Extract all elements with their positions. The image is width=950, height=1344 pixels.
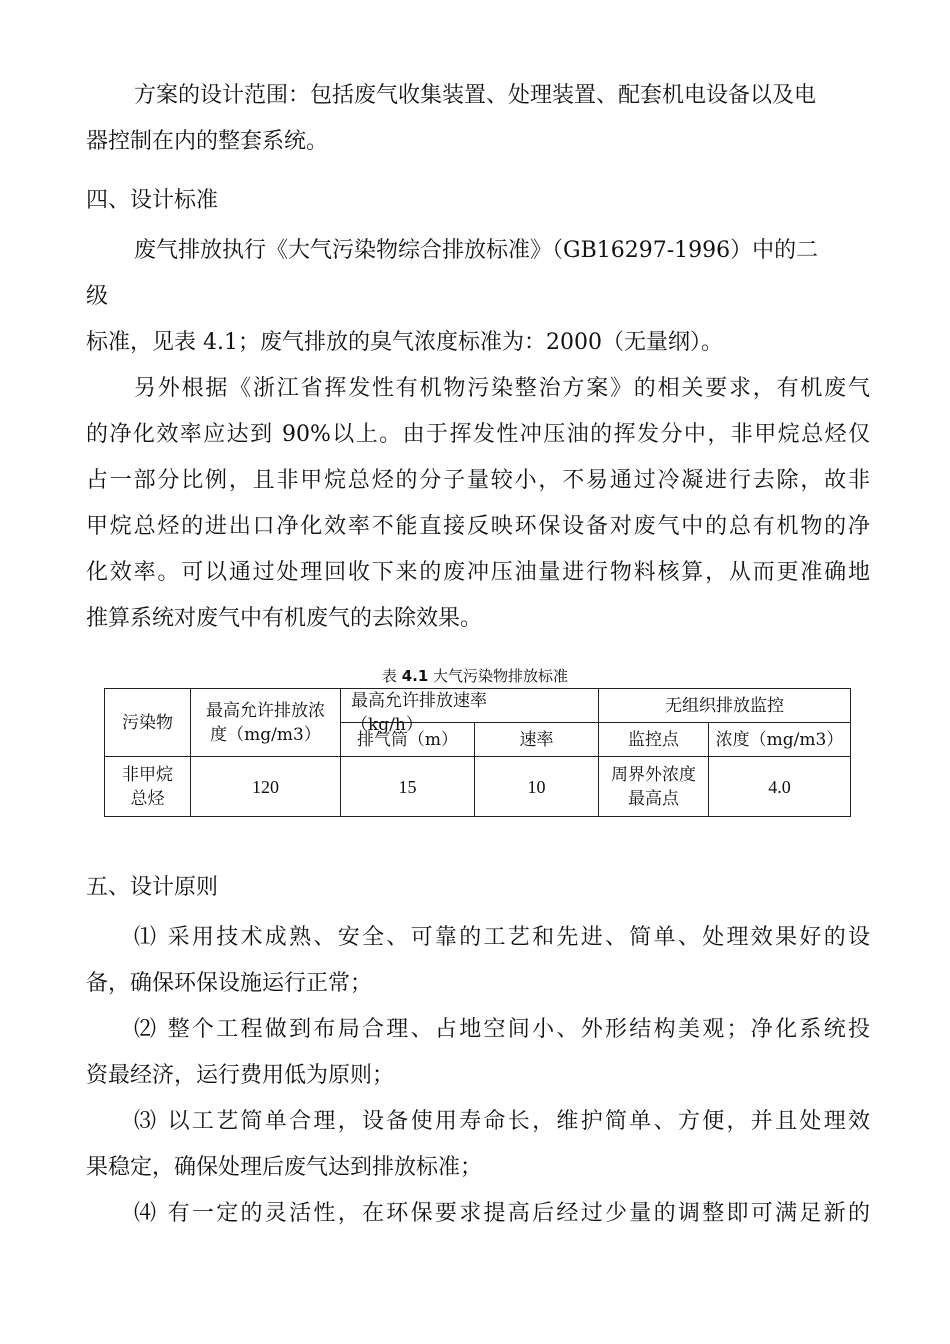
text-line: 的净化效率应达到 90%以上。由于挥发性冲压油的挥发分中，非甲烷总烃仅 <box>86 422 870 447</box>
list-item: ⑵ 整个工程做到布局合理、占地空间小、外形结构美观；净化系统投 <box>134 1017 870 1042</box>
header-rate: 速率 <box>475 723 599 757</box>
text-line: 另外根据《浙江省挥发性有机物污染整治方案》的相关要求，有机废气 <box>134 376 870 401</box>
text-line: 备，确保环保设施运行正常； <box>86 971 373 996</box>
emission-standard-table <box>104 688 851 817</box>
table-caption <box>0 666 950 686</box>
text-line: 果稳定，确保处理后废气达到排放标准； <box>86 1155 483 1180</box>
cell-rate: 10 <box>475 757 599 817</box>
header-pollutant: 污染物 <box>105 689 191 757</box>
section-heading-4: 四、设计标准 <box>86 188 219 213</box>
text-line: 器控制在内的整套系统。 <box>86 129 329 154</box>
header-max-concentration: 最高允许排放浓度（mg/m3） <box>191 689 341 757</box>
caption-number: 4.1 <box>401 667 429 685</box>
caption-title: 大气污染物排放标准 <box>428 667 569 685</box>
cell-concentration: 4.0 <box>709 757 851 817</box>
section-heading-5: 五、设计原则 <box>86 875 219 900</box>
caption-prefix: 表 <box>381 667 402 685</box>
text-line: 级 <box>86 284 109 309</box>
text-line: 推算系统对废气中有机废气的去除效果。 <box>86 606 483 631</box>
cell-stack-height: 15 <box>341 757 475 817</box>
text-line: 方案的设计范围：包括废气收集装置、处理装置、配套机电设备以及电 <box>134 83 817 108</box>
cell-max-concentration: 120 <box>191 757 341 817</box>
header-monitor-point: 监控点 <box>599 723 709 757</box>
text-line: 废气排放执行《大气污染物综合排放标准》（GB16297-1996）中的二 <box>134 238 819 263</box>
header-max-rate <box>341 689 599 735</box>
table-row <box>105 757 851 817</box>
list-item: ⑶ 以工艺简单合理，设备使用寿命长，维护简单、方便，并且处理效 <box>134 1109 870 1134</box>
text-line: 化效率。可以通过处理回收下来的废冲压油量进行物料核算，从而更准确地 <box>86 560 870 585</box>
text-line: 占一部分比例，且非甲烷总烃的分子量较小，不易通过冷凝进行去除，故非 <box>86 468 870 493</box>
list-item: ⑴ 采用技术成熟、安全、可靠的工艺和先进、简单、处理效果好的设 <box>134 925 870 950</box>
list-item: ⑷ 有一定的灵活性，在环保要求提高后经过少量的调整即可满足新的 <box>134 1201 870 1226</box>
header-fugitive-monitoring: 无组织排放监控 <box>599 689 851 723</box>
header-max-rate-text: 最高允许排放速率（kg/h） <box>351 691 487 735</box>
text-line: 资最经济，运行费用低为原则； <box>86 1063 395 1088</box>
text-line: 标准，见表 4.1；废气排放的臭气浓度标准为：2000（无量纲）。 <box>86 330 723 355</box>
cell-monitor-point: 周界外浓度最高点 <box>599 757 709 817</box>
cell-pollutant: 非甲烷总烃 <box>105 757 191 817</box>
header-stack-height: 排气筒（m） <box>341 723 475 757</box>
header-concentration: 浓度（mg/m3） <box>709 723 851 757</box>
text-line: 甲烷总烃的进出口净化效率不能直接反映环保设备对废气中的总有机物的净 <box>86 514 870 539</box>
